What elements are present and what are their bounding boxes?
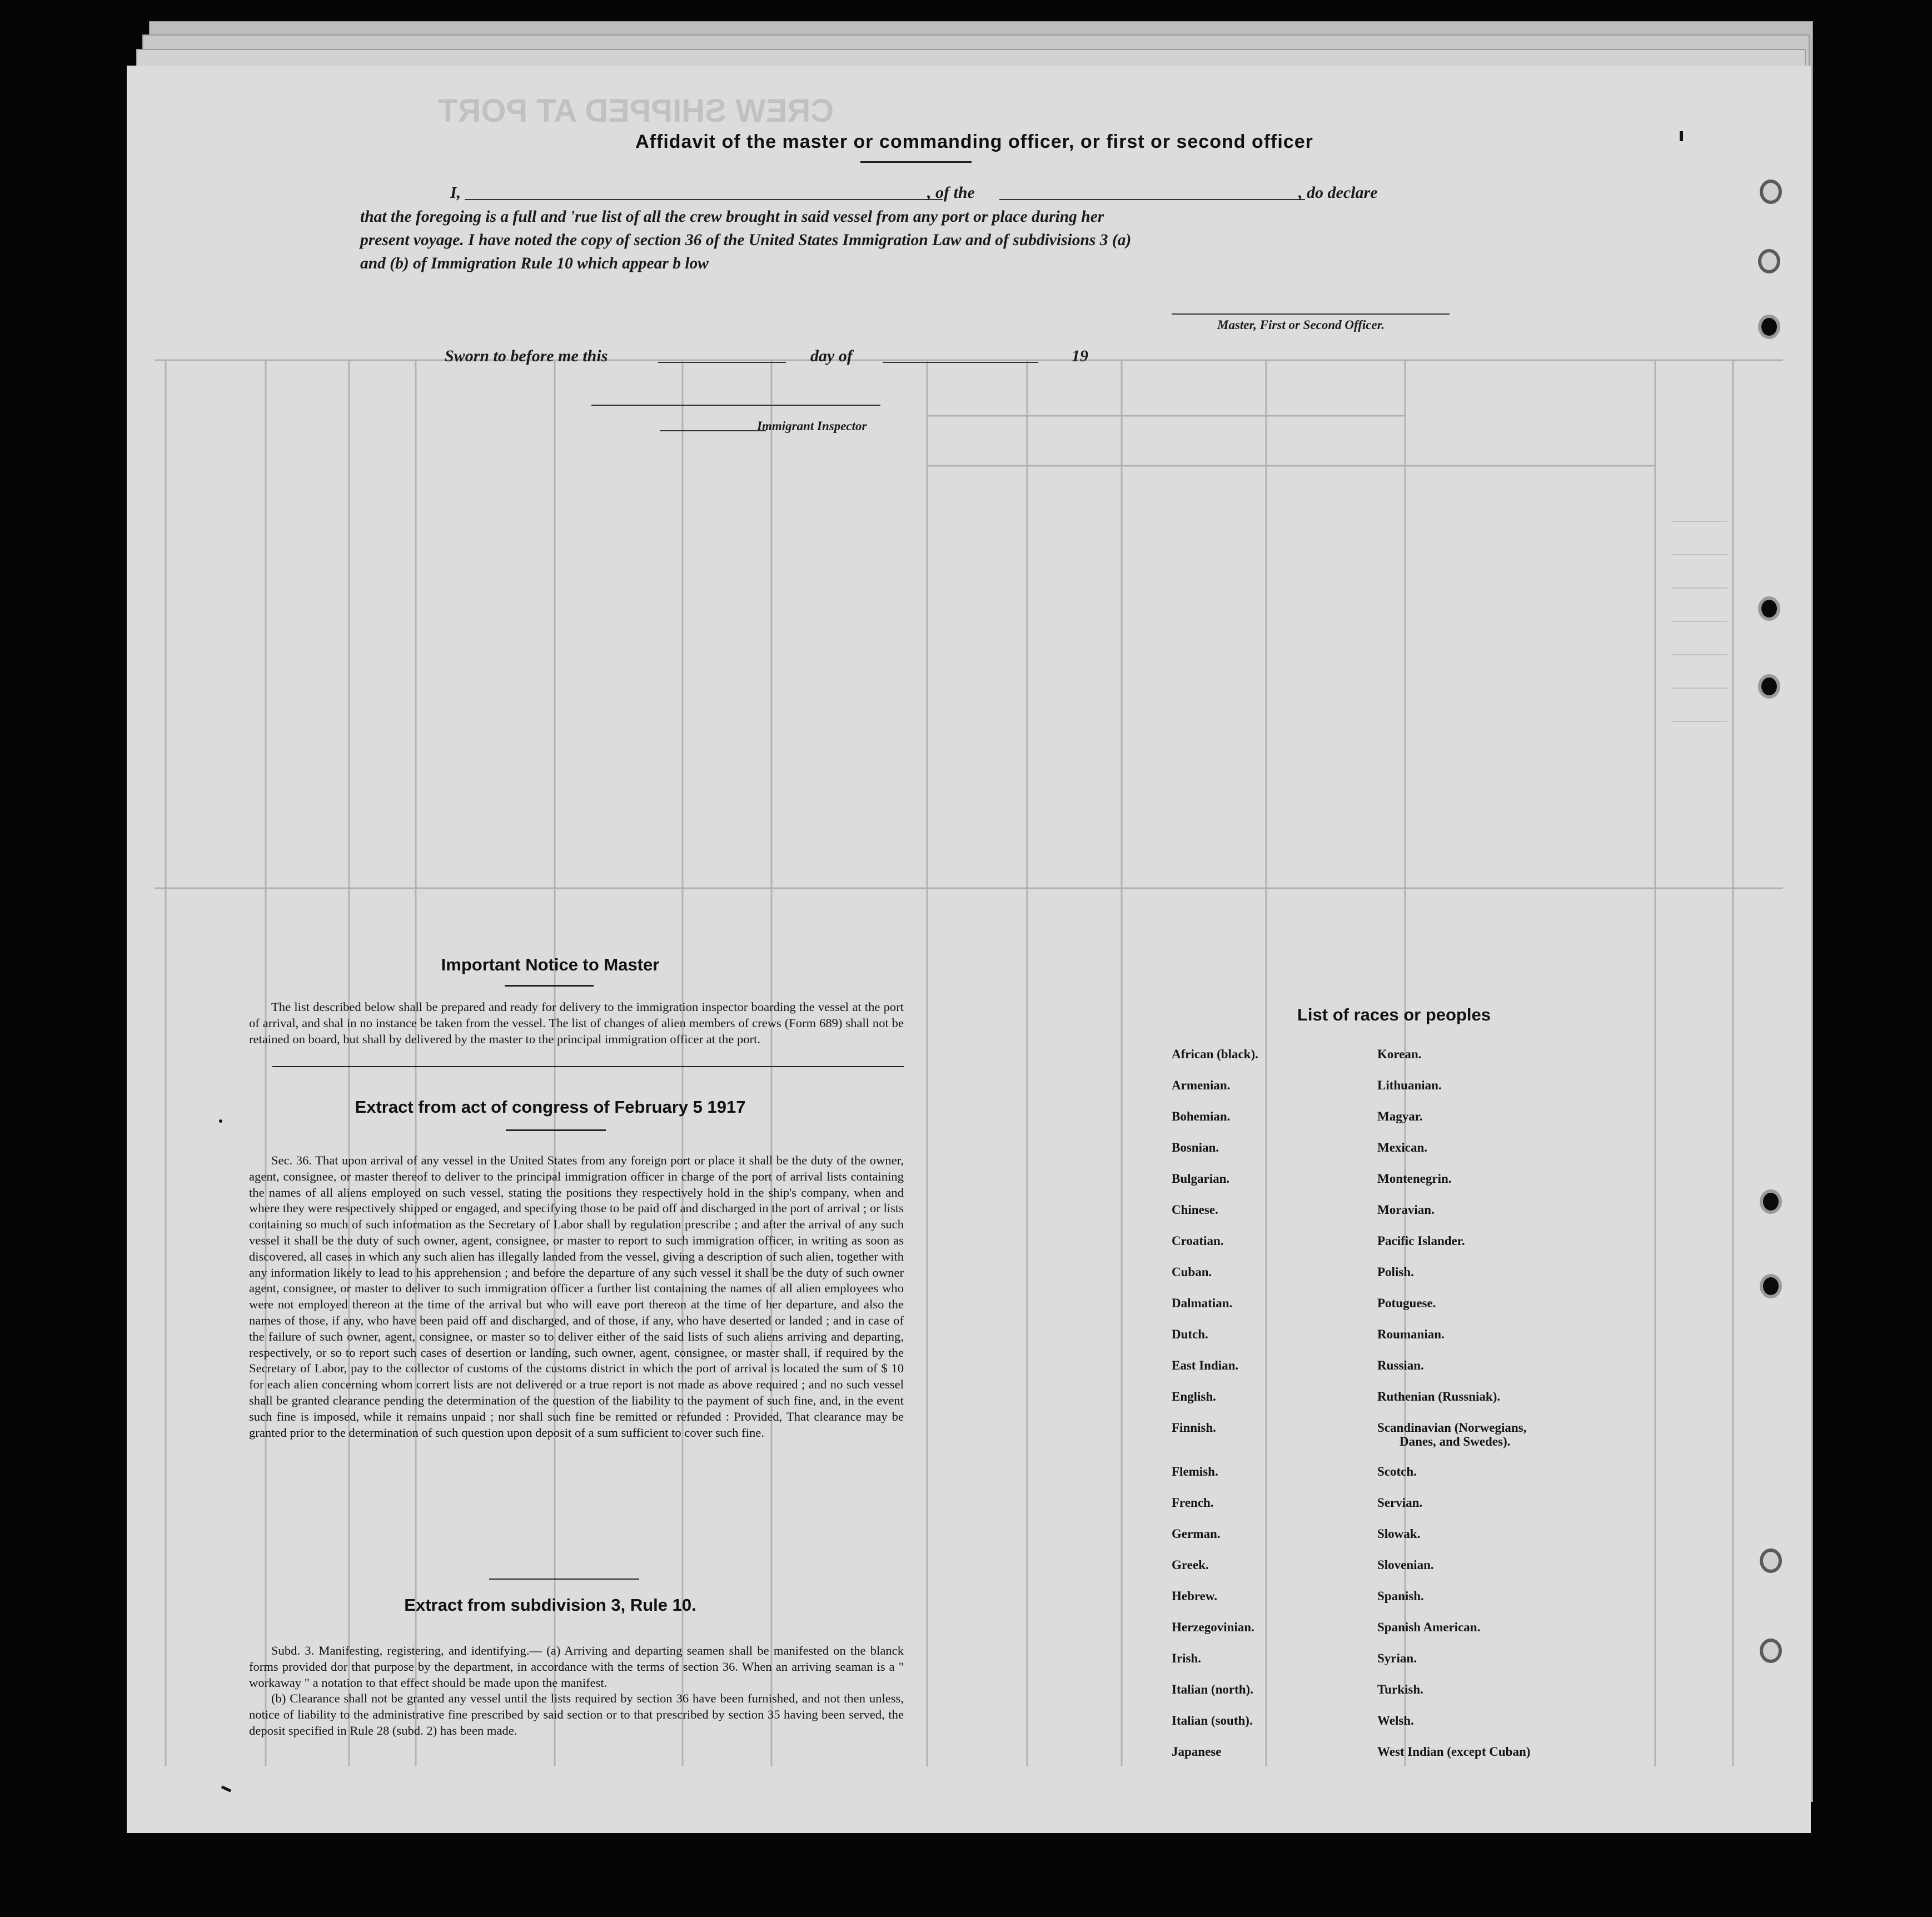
race-name: Welsh. bbox=[1377, 1714, 1414, 1727]
race-name: Croatian. bbox=[1172, 1234, 1224, 1248]
race-name: Flemish. bbox=[1172, 1465, 1218, 1478]
race-name: Italian (south). bbox=[1172, 1714, 1253, 1727]
rule-paragraph-b: (b) Clearance shall not be granted any vessel until the lists required by section 36 have been furnished, and not then unless, notice of liability to the administrative fine prescribed by said section or to that prescribed by section 35 having been served, the deposit specified in Rule 28 (subd. 2) has been made. bbox=[249, 1691, 904, 1737]
race-name: Pacific Islander. bbox=[1377, 1234, 1465, 1248]
race-item bbox=[1172, 1527, 1221, 1541]
race-name: French. bbox=[1172, 1496, 1214, 1510]
race-item bbox=[1172, 1714, 1253, 1727]
affidavit-section bbox=[127, 66, 1811, 1833]
race-name: Scandinavian (Norwegians, bbox=[1377, 1421, 1527, 1435]
name-blank-line[interactable] bbox=[465, 199, 943, 200]
race-name: Magyar. bbox=[1377, 1109, 1423, 1123]
race-item bbox=[1377, 1172, 1452, 1186]
race-item bbox=[1377, 1496, 1422, 1510]
race-name: Dalmatian. bbox=[1172, 1296, 1233, 1310]
inspector-blank-line[interactable] bbox=[591, 405, 880, 406]
race-item bbox=[1172, 1078, 1230, 1092]
race-item bbox=[1172, 1109, 1230, 1123]
race-item bbox=[1172, 1203, 1218, 1217]
race-name: English. bbox=[1172, 1390, 1216, 1403]
race-name: Korean. bbox=[1377, 1047, 1422, 1061]
race-name: Russian. bbox=[1377, 1358, 1424, 1372]
race-name: Spanish. bbox=[1377, 1589, 1424, 1603]
race-name: Herzegovinian. bbox=[1172, 1620, 1254, 1634]
race-name: Bulgarian. bbox=[1172, 1172, 1230, 1186]
section-36-paragraph: Sec. 36. That upon arrival of any vessel in the United States from any foreign port or place it shall be the duty of the owner, agent, consignee, or master thereof to deliver to the principal immigration officer in charge of the port of arrival lists containing the names of all aliens employed on such vessel, stating the positions they respectively hold in the ship's company, when and where they were respectively shipped or engaged, and specifying those to be paid off and discharged in the port of arrival ; or lists containing so much of such information as the Secretary of Labor shall by regulation prescribe ; and after the arrival of any such vessel it shall be the duty of such owner, agent, consignee, or master to report to such immigration officer, in writing as soon as discovered, all cases in which any such alien has illegally landed from the vessel, giving a description of such alien, together with any information likely to lead to his apprehension ; and before the departure of any such vessel it shall be the duty of such owner agent, consignee, or master to deliver to such immigration officer a further list containing the names of all alien employees who were not employed thereon at the time of the arrival but who will eave port thereon at the time of her departure, and also the names of those, if any, who have been paid off and discharged, and of those, if any, who have deserted or landed ; and in case of the failure of such owner, agent, consignee, or master so to deliver either of the said lists of such aliens arriving and departing, respectively, or so to report such cases of desertion or landing, such owner, agent, consignee, or master shall, if required by the Secretary of Labor, pay to the collector of customs of the customs district in which the port of arrival is located the sum of $ 10 for each alien concerning whom corrert lists are not delivered or a true report is not made as above required ; and no such vessel shall be granted clearance pending the determination of the question of the liability to the payment of such fine, and, in the event such fine is imposed, while it remains unpaid ; nor shall such fine be remitted or refunded : Provided, That clearance may be granted prior to the determination of such question upon deposit of a sum sufficient to cover such fine. bbox=[249, 1153, 904, 1440]
race-item bbox=[1377, 1109, 1423, 1123]
race-name: Bosnian. bbox=[1172, 1141, 1219, 1154]
notice-title: Important Notice to Master bbox=[441, 955, 660, 974]
race-name: Dutch. bbox=[1172, 1327, 1208, 1341]
affidavit-i: I, bbox=[450, 183, 461, 202]
race-name: Chinese. bbox=[1172, 1203, 1218, 1217]
race-item bbox=[1377, 1234, 1465, 1248]
race-item bbox=[1172, 1496, 1214, 1510]
race-name: African (black). bbox=[1172, 1047, 1258, 1061]
race-name: Lithuanian. bbox=[1377, 1078, 1442, 1092]
race-item bbox=[1377, 1265, 1414, 1279]
affidavit-title: Affidavit of the master or commanding officer, or first or second officer bbox=[635, 131, 1313, 152]
race-item bbox=[1172, 1172, 1229, 1186]
race-item bbox=[1377, 1421, 1526, 1448]
race-name: Servian. bbox=[1377, 1496, 1423, 1510]
race-item bbox=[1377, 1558, 1434, 1572]
race-item bbox=[1377, 1390, 1500, 1403]
race-item bbox=[1172, 1620, 1254, 1634]
race-name: East Indian. bbox=[1172, 1358, 1239, 1372]
race-item bbox=[1172, 1141, 1219, 1154]
race-item bbox=[1172, 1651, 1201, 1665]
notice-text bbox=[249, 999, 904, 1047]
affidavit-line-3: present voyage. I have noted the copy of section 36 of the United States Immigration Law and of subdivisions 3 (a) bbox=[360, 231, 1132, 249]
race-name: Japanese bbox=[1172, 1745, 1222, 1759]
title-rule bbox=[860, 161, 972, 163]
race-item bbox=[1377, 1714, 1414, 1727]
race-name: Scotch. bbox=[1377, 1465, 1417, 1478]
races-list-title: List of races or peoples bbox=[1297, 1005, 1491, 1024]
rule-extract-text bbox=[249, 1643, 904, 1739]
race-name: Syrian. bbox=[1377, 1651, 1417, 1665]
race-item bbox=[1172, 1234, 1224, 1248]
section-divider bbox=[489, 1579, 639, 1580]
race-item bbox=[1377, 1682, 1423, 1696]
race-name: Polish. bbox=[1377, 1265, 1414, 1279]
race-name: Turkish. bbox=[1377, 1682, 1423, 1696]
bleed-through-heading: CREW SHIPPED AT PORT bbox=[438, 93, 834, 129]
sworn-day-of: day of bbox=[810, 347, 853, 365]
inspector-sign-line[interactable] bbox=[660, 430, 766, 431]
notice-title-rule bbox=[505, 985, 594, 987]
ink-mark bbox=[219, 1119, 222, 1123]
race-item bbox=[1172, 1296, 1232, 1310]
rule-paragraph-a: Subd. 3. Manifesting, registering, and identifying.— (a) Arriving and departing seamen shall be manifested on the blanck forms provided dor that purpose by the department, in accordance with the terms of section 36. When an arriving seaman is a " workaway " a notation to that effect should be made upon the manifest. bbox=[249, 1644, 904, 1690]
race-item bbox=[1377, 1327, 1445, 1341]
race-item bbox=[1377, 1589, 1424, 1603]
affidavit-of-the: , of the bbox=[927, 183, 975, 202]
section-divider bbox=[272, 1066, 904, 1067]
race-name: Finnish. bbox=[1172, 1421, 1216, 1435]
affidavit-declare: , do declare bbox=[1298, 183, 1378, 202]
affidavit-line-4: and (b) of Immigration Rule 10 which appear b low bbox=[360, 255, 709, 272]
race-item bbox=[1377, 1527, 1420, 1541]
race-item bbox=[1377, 1078, 1442, 1092]
rule-extract-title: Extract from subdivision 3, Rule 10. bbox=[404, 1595, 696, 1615]
race-name: Hebrew. bbox=[1172, 1589, 1217, 1603]
sworn-month-blank[interactable] bbox=[883, 362, 1038, 363]
inspector-caption: Immigrant Inspector bbox=[757, 419, 867, 433]
race-name: Slowak. bbox=[1377, 1527, 1421, 1541]
race-item bbox=[1377, 1047, 1421, 1061]
race-name: Moravian. bbox=[1377, 1203, 1435, 1217]
signature-blank-line[interactable] bbox=[1172, 313, 1450, 315]
race-item bbox=[1377, 1620, 1480, 1634]
race-name: Bohemian. bbox=[1172, 1109, 1231, 1123]
race-name: Irish. bbox=[1172, 1651, 1202, 1665]
act-title-rule bbox=[506, 1129, 606, 1131]
act-extract-title: Extract from act of congress of February 5 1917 bbox=[355, 1097, 746, 1117]
race-item bbox=[1172, 1358, 1238, 1372]
race-name: German. bbox=[1172, 1527, 1221, 1541]
race-name-continuation: Danes, and Swedes). bbox=[1400, 1435, 1511, 1448]
race-item bbox=[1172, 1745, 1221, 1759]
race-name: Italian (north). bbox=[1172, 1682, 1253, 1696]
ink-mark bbox=[1680, 131, 1683, 141]
sworn-day-blank[interactable] bbox=[658, 362, 786, 363]
sworn-year: 19 bbox=[1072, 347, 1088, 365]
signature-caption: Master, First or Second Officer. bbox=[1217, 318, 1385, 332]
race-item bbox=[1172, 1421, 1216, 1435]
race-item bbox=[1377, 1745, 1530, 1759]
race-item bbox=[1172, 1682, 1253, 1696]
race-name: Cuban. bbox=[1172, 1265, 1212, 1279]
race-item bbox=[1172, 1327, 1208, 1341]
manifest-page bbox=[127, 66, 1811, 1833]
race-item bbox=[1377, 1203, 1435, 1217]
race-item bbox=[1172, 1589, 1217, 1603]
race-name: Roumanian. bbox=[1377, 1327, 1445, 1341]
race-item bbox=[1377, 1358, 1424, 1372]
sworn-prefix: Sworn to before me this bbox=[445, 347, 608, 365]
race-name: Slovenian. bbox=[1377, 1558, 1434, 1572]
race-name: Potuguese. bbox=[1377, 1296, 1436, 1310]
vessel-blank-line[interactable] bbox=[999, 199, 1305, 200]
race-item bbox=[1377, 1465, 1417, 1478]
race-item bbox=[1377, 1141, 1427, 1154]
race-item bbox=[1377, 1651, 1417, 1665]
race-item bbox=[1172, 1047, 1258, 1061]
affidavit-line-2: that the foregoing is a full and 'rue list of all the crew brought in said vessel from any port or place during her bbox=[360, 208, 1104, 226]
race-name: Montenegrin. bbox=[1377, 1172, 1452, 1186]
race-item bbox=[1172, 1265, 1212, 1279]
notice-paragraph: The list described below shall be prepared and ready for delivery to the immigration inspector boarding the vessel at the port of arrival, and shal in no instance be taken from the vessel. The list of changes of alien members of crews (Form 689) shall not be retained on board, but shall by delivered by the master to the principal immigration officer at the port. bbox=[249, 1000, 904, 1046]
race-name: Mexican. bbox=[1377, 1141, 1428, 1154]
race-item bbox=[1172, 1465, 1218, 1478]
race-item bbox=[1172, 1390, 1216, 1403]
race-name: Ruthenian (Russniak). bbox=[1377, 1390, 1501, 1403]
race-name: Spanish American. bbox=[1377, 1620, 1481, 1634]
act-extract-text bbox=[249, 1153, 904, 1441]
race-name: Greek. bbox=[1172, 1558, 1209, 1572]
race-item bbox=[1172, 1558, 1209, 1572]
race-item bbox=[1377, 1296, 1436, 1310]
race-name: West Indian (except Cuban) bbox=[1377, 1745, 1531, 1759]
race-name: Armenian. bbox=[1172, 1078, 1231, 1092]
